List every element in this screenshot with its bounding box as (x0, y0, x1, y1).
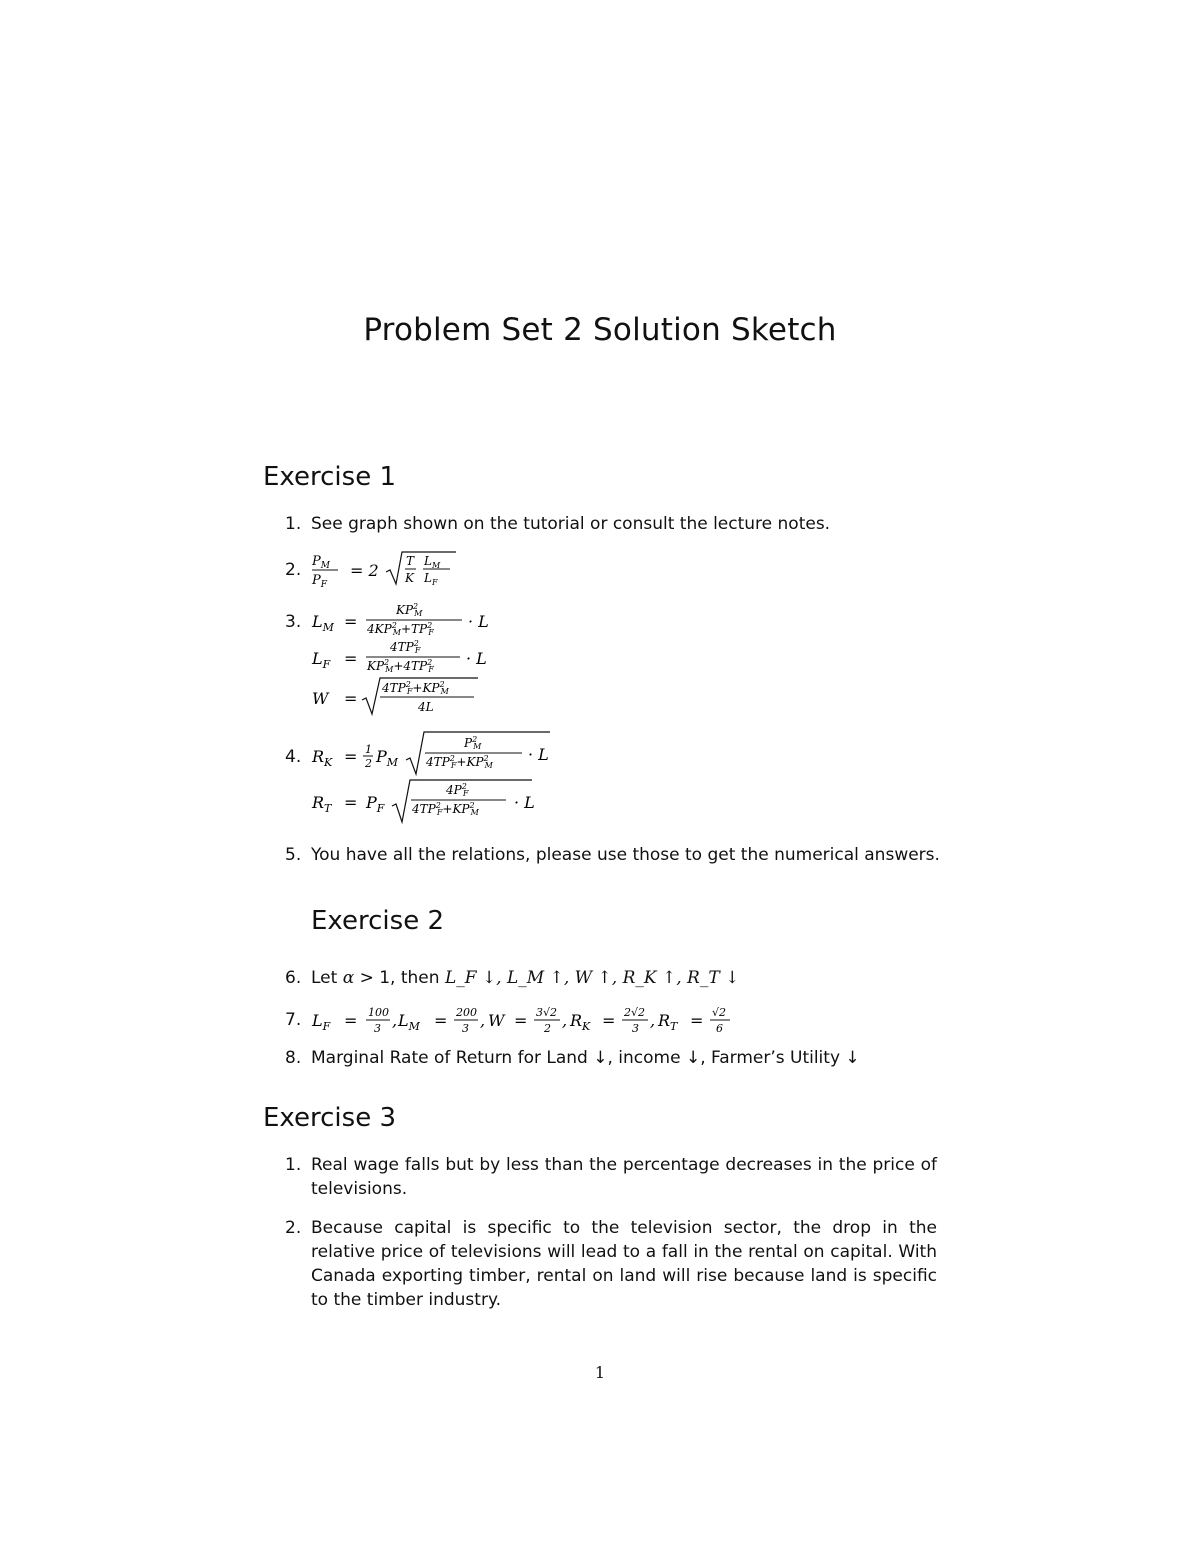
svg-text:=: = (690, 1011, 704, 1030)
svg-text:4TP2F+KP2M: $4TP^2$ $F+KP^2$ M (412, 801, 479, 817)
svg-text:=: = (514, 1011, 528, 1030)
svg-text:=: = (344, 649, 358, 668)
svg-text:KP2M: $KP^2$ M (396, 602, 423, 618)
ex1-item-3-formulas (310, 600, 570, 720)
svg-text:,: , (562, 1011, 568, 1030)
item-number: 1. (285, 1155, 302, 1175)
svg-text:4TP2F+KP2M: $4TP^2$ $F+KP^2$ M (426, 754, 493, 770)
svg-text:1: 1 (365, 743, 372, 756)
svg-text:· L: · L (468, 612, 489, 631)
item-number: 8. (285, 1048, 302, 1068)
svg-text:100: 100 (368, 1006, 389, 1019)
svg-text:,: , (650, 1011, 656, 1030)
item-number: 2. (285, 560, 302, 580)
item-text: Marginal Rate of Return for Land ↓, income ↓, Farmer’s Utility ↓ (311, 1048, 860, 1068)
svg-text:W: W (488, 1011, 505, 1030)
svg-text:,: , (392, 1011, 398, 1030)
svg-text:,: , (480, 1011, 486, 1030)
svg-text:· L: · L (466, 649, 487, 668)
svg-text:2: 2 (365, 757, 372, 770)
item-number: 4. (285, 747, 302, 767)
item-number: 6. (285, 968, 302, 988)
svg-text:√2: √2 (712, 1006, 727, 1019)
item-number: 7. (285, 1010, 302, 1030)
item-text: You have all the relations, please use those to get the numerical answers. (311, 845, 940, 865)
direction-list: L_F ↓, L_M ↑, W ↑, R_K ↑, R_T ↓ (444, 968, 740, 988)
svg-text:=: = (344, 1011, 358, 1030)
item-text: See graph shown on the tutorial or consult the lecture notes. (311, 514, 831, 534)
svg-text:LF: $L_F$ (312, 1011, 331, 1033)
svg-text:PF: $P_F$ (312, 573, 327, 590)
svg-text:2: 2 (544, 1022, 551, 1035)
exercise-1-heading: Exercise 1 (263, 462, 396, 492)
ex2-item-7-formula (310, 1002, 770, 1038)
svg-text:4KP2M+TP2F: $4KP^2$ $M+TP^2$ F (367, 621, 434, 637)
svg-text:LF: $L_F$ (424, 571, 438, 587)
svg-text:=: = (344, 689, 358, 708)
page-title: Problem Set 2 Solution Sketch (363, 312, 837, 348)
svg-text:3√2: 3√2 (536, 1006, 558, 1019)
svg-text:K: K (405, 571, 414, 585)
svg-text:2√2: 2√2 (624, 1006, 646, 1019)
svg-text:RK: $R_K$ (312, 747, 333, 769)
svg-text:P2M: $P^2$ M (464, 735, 482, 751)
svg-text:T: T (406, 554, 415, 568)
svg-text:PM: $P_M$ (376, 747, 399, 769)
ex3-item-1 (285, 1153, 937, 1201)
item-number: 5. (285, 845, 302, 865)
svg-text:3: 3 (462, 1022, 469, 1035)
svg-text:=: = (344, 793, 358, 812)
svg-text:PM: $P_M$ (312, 554, 330, 571)
svg-text:PF: $P_F$ (366, 793, 385, 815)
svg-text:RT: $R_T$ (658, 1011, 678, 1033)
svg-text:=: = (434, 1011, 448, 1030)
item-text: Real wage falls but by less than the percentage decreases in the price of televisions. (311, 1155, 937, 1199)
ex1-item-2-formula (310, 548, 470, 590)
svg-text:RK: $R_K$ (570, 1011, 591, 1033)
svg-text:3: 3 (632, 1022, 639, 1035)
alpha-symbol: α (342, 968, 355, 988)
svg-text:LF: $L_F$ (312, 649, 331, 671)
svg-text:W: W (312, 689, 329, 708)
item-text: Because capital is specific to the television sector, the drop in the relative price of televisions will lead to a fall in the rental on capital. With Canada exporting timber, rental on land will rise because land is specific to the timber industry. (311, 1218, 937, 1310)
ex3-item-2 (285, 1216, 937, 1312)
svg-text:=: = (344, 612, 358, 631)
exercise-3-heading: Exercise 3 (263, 1103, 396, 1133)
svg-text:RT: $R_T$ (312, 793, 332, 815)
item-number: 1. (285, 514, 302, 534)
svg-text:3: 3 (374, 1022, 381, 1035)
svg-text:LM: $L_M$ (424, 554, 441, 570)
svg-text:=: = (344, 747, 358, 766)
page-number: 1 (594, 1363, 606, 1382)
svg-text:LM: $L_M$ (398, 1011, 420, 1033)
svg-text:· L: · L (514, 793, 535, 812)
item-text (311, 966, 739, 990)
svg-text:6: 6 (716, 1022, 723, 1035)
item-number: 3. (285, 612, 302, 632)
svg-text:200: 200 (456, 1006, 477, 1019)
item-text-mid: > 1, then (354, 968, 445, 988)
svg-text:4TP2F: $4TP^2$ F (390, 639, 421, 655)
exercise-2-heading: Exercise 2 (311, 906, 444, 936)
svg-text:· L: · L (528, 745, 549, 764)
item-number: 2. (285, 1218, 302, 1238)
svg-text:4TP2F+KP2M: $4TP^2$ $F+KP^2$ M (382, 680, 449, 696)
svg-text:KP2M+4TP2F: $KP^2$ $M+4TP^2$ F (367, 658, 434, 674)
svg-text:4L: 4L (418, 700, 434, 714)
item-text-start: Let (311, 968, 343, 988)
svg-text:= 2: = 2 (350, 561, 379, 580)
svg-text:=: = (602, 1011, 616, 1030)
ex1-item-4-formulas (310, 728, 570, 828)
svg-text:LM: $L_M$ (312, 612, 334, 634)
svg-text:4P2F: $4P^2$ F (446, 782, 469, 798)
